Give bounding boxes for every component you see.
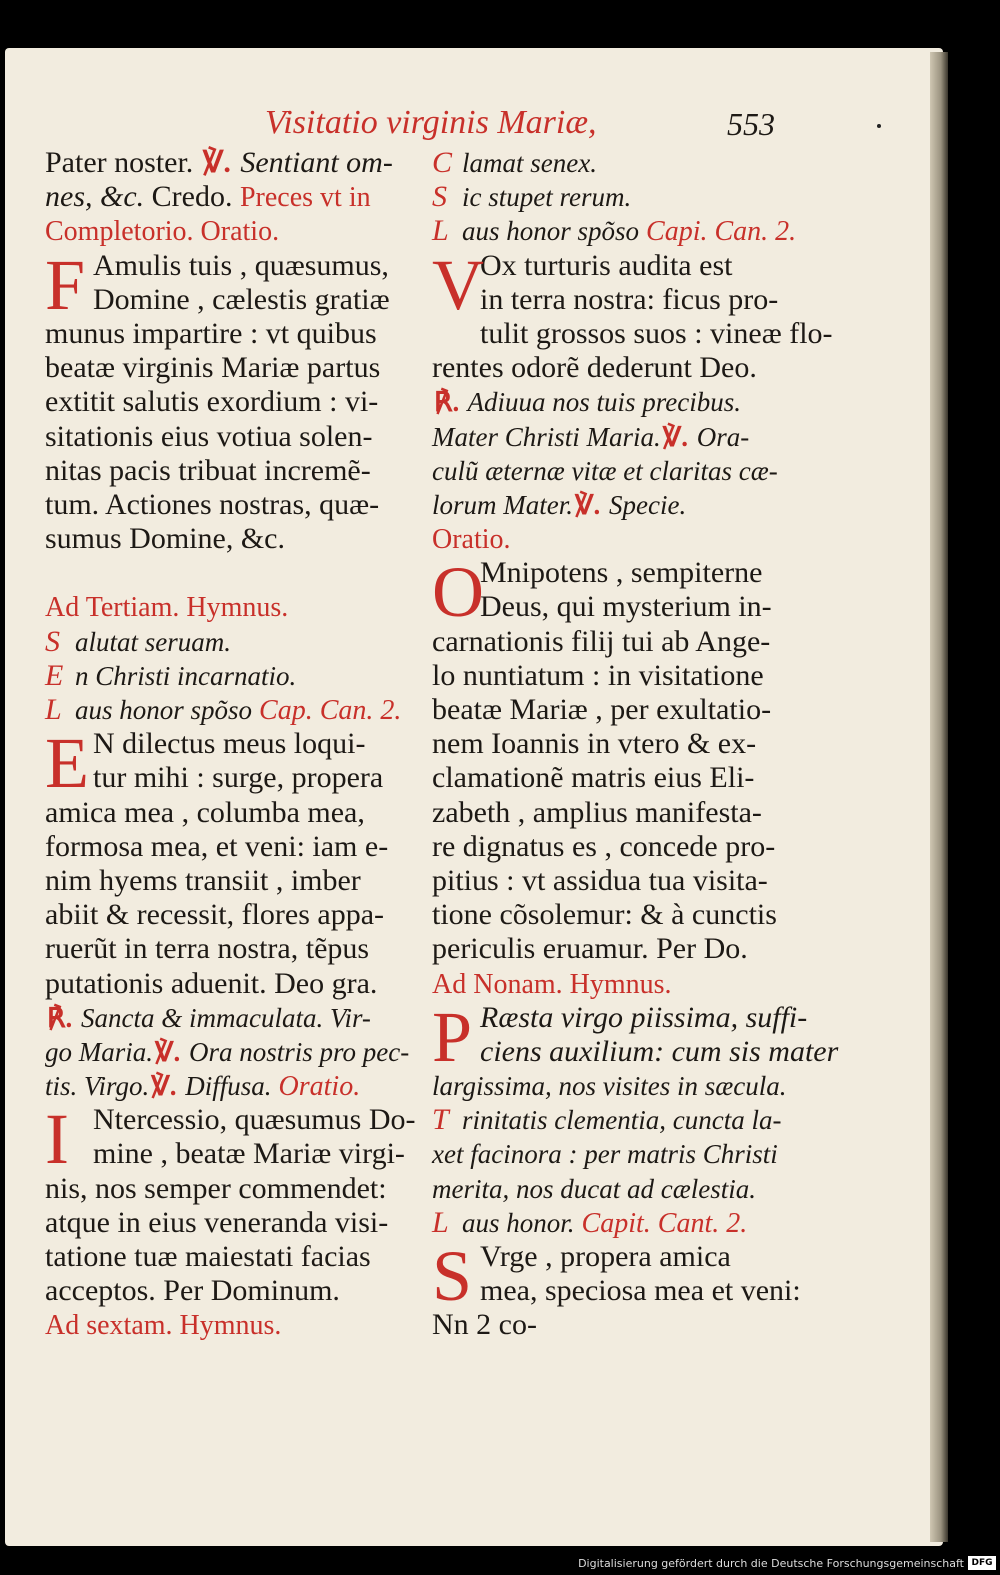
page-header: [0, 104, 1000, 148]
versicle-mark: ℣.: [151, 1071, 177, 1102]
text-line: [45, 556, 415, 590]
text-segment: tis. Virgo.: [45, 1071, 150, 1102]
text-segment: aus honor.: [462, 1207, 575, 1238]
text-segment: largissima, nos visites in sæcula.: [432, 1071, 787, 1102]
text-line: [45, 693, 415, 727]
text-line: [45, 488, 415, 522]
text-segment: aus honor spõso: [462, 216, 640, 247]
text-segment: nis, nos semper commendet:: [45, 1171, 387, 1205]
text-line: [45, 180, 415, 214]
versicle-mark: ℟.: [434, 387, 460, 418]
text-line: [432, 351, 810, 385]
text-segment: periculis eruamur. Per Do.: [432, 932, 748, 966]
text-line: [45, 522, 415, 556]
text-segment: beatæ Mariæ , per exultatio-: [432, 693, 772, 726]
text-line: [432, 932, 810, 966]
text-line: [45, 1206, 415, 1240]
text-segment: aus honor spõso: [75, 695, 253, 725]
text-segment: tur mihi : surge, propera: [93, 761, 384, 795]
text-line: [45, 1137, 415, 1171]
text-segment: pitius : vt assidua tua visita-: [432, 863, 768, 897]
text-segment: mea, speciosa mea et veni:: [480, 1274, 801, 1308]
text-segment: lo nuntiatum : in visitatione: [432, 658, 764, 692]
text-line: [432, 385, 810, 419]
text-segment: N dilectus meus loqui-: [93, 727, 366, 761]
versicle-mark: ℣.: [202, 146, 231, 179]
italic-text: ciens auxilium: cum sis mater: [480, 1034, 839, 1068]
rubric-text: Preces vt in: [239, 182, 371, 214]
text-line: [432, 659, 810, 693]
drop-initial: O: [432, 552, 484, 633]
footer-credit: Digitalisierung gefördert durch die Deutsche Forschungsgemeinschaft: [578, 1557, 964, 1570]
text-line: [432, 1274, 810, 1308]
text-segment: culũ æternæ vitæ et claritas cæ-: [432, 455, 778, 486]
text-line: [432, 522, 810, 556]
text-segment: n Christi incarnatio.: [75, 660, 297, 691]
digitization-footer: [0, 1553, 1000, 1575]
text-line: [45, 1069, 415, 1103]
text-line: [45, 761, 415, 795]
text-line: [45, 830, 415, 864]
text-segment: ruerũt in terra nostra, tẽpus: [45, 932, 370, 966]
italic-text: Sentiant om-: [232, 146, 393, 179]
text-line: [45, 283, 415, 317]
text-line: [45, 625, 415, 659]
text-line: [45, 898, 415, 932]
rubric-text: Completorio. Oratio.: [45, 216, 280, 248]
text-segment: abiit & recessit, flores appa-: [45, 898, 385, 932]
text-line: [45, 454, 415, 488]
text-line: [45, 796, 415, 830]
text-segment: clamationẽ matris eius Eli-: [432, 761, 755, 795]
text-segment: tione cõsolemur: & à cunctis: [432, 898, 777, 932]
text-line: [432, 1206, 810, 1240]
right-text-column: [432, 146, 839, 1343]
text-segment: Ox turturis audita est: [480, 248, 733, 282]
text-segment: atque in eius veneranda visi-: [45, 1205, 389, 1239]
text-line: [45, 317, 415, 351]
text-segment: go Maria.: [45, 1036, 153, 1067]
text-line: [432, 1308, 810, 1342]
text-line: [45, 1172, 415, 1206]
text-line: [45, 420, 415, 454]
text-line: [432, 864, 810, 898]
text-line: [432, 1069, 810, 1103]
text-line: [45, 659, 415, 693]
text-line: [432, 727, 810, 761]
text-line: [45, 146, 415, 180]
text-segment: Diffusa.: [178, 1071, 272, 1102]
italic-text: nes, &c.: [45, 180, 145, 214]
text-segment: extitit salutis exordium : vi-: [45, 385, 379, 419]
text-segment: putationis aduenit. Deo gra.: [45, 966, 378, 1000]
text-segment: nem Ioannis in vtero & ex-: [432, 727, 757, 761]
text-segment: Nn 2 co-: [432, 1308, 537, 1342]
text-segment: xet facinora : per matris Christi: [432, 1139, 778, 1170]
text-segment: lamat senex.: [462, 148, 597, 178]
versicle-mark: ℟.: [47, 1002, 73, 1033]
text-line: [432, 590, 810, 624]
text-segment: Adiuua nos tuis precibus.: [461, 387, 741, 418]
text-segment: munus impartire : vt quibus: [45, 316, 377, 350]
text-segment: carnationis filij tui ab Ange-: [432, 624, 771, 658]
text-line: [432, 967, 810, 1001]
text-line: [45, 1001, 415, 1035]
rubric-text: Ad sextam. Hymnus.: [45, 1310, 282, 1342]
running-title: Visitatio virginis Mariæ,: [265, 104, 597, 141]
drop-initial: P: [432, 996, 473, 1077]
text-line: [432, 420, 810, 454]
text-segment: in terra nostra: ficus pro-: [480, 282, 779, 316]
text-line: [45, 1240, 415, 1274]
text-line: [432, 454, 810, 488]
page-number: 553: [727, 106, 775, 142]
text-segment: Ora-: [690, 421, 750, 452]
versicle-mark: ℣.: [662, 421, 688, 452]
text-segment: rinitatis clementia, cuncta la-: [462, 1105, 782, 1136]
text-segment: Deus, qui mysterium in-: [480, 590, 772, 624]
text-segment: alutat seruam.: [75, 626, 232, 657]
rubric-text: Capi. Can. 2.: [639, 216, 797, 248]
text-segment: Domine , cælestis gratiæ: [93, 282, 390, 316]
page-fore-edge: [930, 52, 948, 1542]
rubric-text: Oratio.: [271, 1071, 361, 1103]
text-line: [432, 146, 810, 180]
versicle-mark: ℣.: [155, 1036, 181, 1067]
text-line: [45, 1308, 415, 1342]
versicle-mark: ℣.: [575, 489, 601, 520]
text-segment: amica mea , columba mea,: [45, 795, 365, 829]
text-segment: Mnipotens , sempiterne: [480, 556, 763, 590]
text-segment: re dignatus es , concede pro-: [432, 829, 776, 863]
drop-initial: I: [45, 1099, 69, 1180]
rubric-text: Ad Tertiam. Hymnus.: [45, 592, 289, 624]
text-line: [432, 180, 810, 214]
text-segment: lorum Mater.: [432, 489, 573, 520]
hymn-initial: S: [45, 624, 60, 658]
text-line: [432, 898, 810, 932]
text-line: [432, 1034, 839, 1069]
rubric-text: Capit. Cant. 2.: [574, 1207, 748, 1239]
left-text-column: [45, 146, 415, 1343]
text-segment: beatæ virginis Mariæ partus: [45, 351, 381, 385]
text-line: [45, 1035, 415, 1069]
text-line: [45, 864, 415, 898]
text-segment: tulit grossos suos : vineæ flo-: [480, 316, 833, 350]
text-segment: nim hyems transiit , imber: [45, 863, 361, 897]
text-segment: nitas pacis tribuat incremẽ-: [45, 453, 371, 487]
italic-text: Ræsta virgo piissima, suffi-: [480, 1000, 808, 1034]
text-segment: Ora nostris pro pec-: [182, 1036, 410, 1067]
text-line: [45, 385, 415, 419]
rubric-text: Cap. Can. 2.: [252, 695, 402, 726]
text-line: [432, 283, 810, 317]
text-line: [432, 796, 810, 830]
text-line: [432, 693, 810, 727]
hymn-initial: C: [432, 146, 453, 179]
text-segment: ic stupet rerum.: [462, 182, 632, 213]
text-segment: tatione tuæ maiestati facias: [45, 1240, 371, 1273]
text-line: [432, 1137, 810, 1171]
text-segment: Specie.: [602, 489, 687, 520]
hymn-initial: L: [432, 1205, 449, 1239]
dfg-logo-badge: DFG: [968, 1556, 996, 1570]
text-segment: acceptos. Per Dominum.: [45, 1274, 340, 1308]
text-segment: sitationis eius votiua solen-: [45, 419, 373, 453]
text-segment: Amulis tuis , quæsumus,: [93, 248, 389, 282]
text-segment: Credo.: [144, 180, 240, 214]
drop-initial: V: [432, 244, 484, 325]
rubric-text: Oratio.: [432, 524, 511, 556]
hymn-initial: T: [432, 1103, 449, 1137]
text-segment: Ntercessio, quæsumus Do-: [93, 1103, 416, 1137]
text-line: [432, 1103, 810, 1137]
hymn-initial: E: [45, 658, 64, 692]
text-segment: tum. Actiones nostras, quæ-: [45, 487, 380, 521]
text-line: [432, 761, 810, 795]
hymn-initial: L: [432, 214, 449, 248]
text-segment: mine , beatæ Mariæ virgi-: [93, 1137, 405, 1171]
hymn-initial: S: [432, 180, 447, 214]
hymn-initial: L: [45, 693, 62, 726]
text-segment: rentes odorẽ dederunt Deo.: [432, 351, 757, 385]
text-segment: Vrge , propera amica: [480, 1240, 731, 1273]
text-segment: formosa mea, et veni: iam e-: [45, 829, 389, 863]
text-line: [432, 1172, 810, 1206]
drop-initial: E: [45, 723, 89, 804]
text-segment: zabeth , amplius manifesta-: [432, 795, 762, 829]
text-line: [45, 1274, 415, 1308]
text-line: [432, 830, 810, 864]
text-line: [432, 625, 810, 659]
text-line: [432, 316, 833, 351]
text-segment: merita, nos ducat ad cælestia.: [432, 1173, 756, 1204]
text-segment: Mater Christi Maria.: [432, 421, 661, 452]
drop-initial: S: [432, 1236, 473, 1316]
text-line: [45, 214, 415, 248]
text-line: [45, 590, 415, 624]
text-line: [45, 351, 415, 385]
text-segment: Pater noster.: [45, 146, 201, 179]
drop-initial: F: [45, 244, 86, 325]
text-line: [432, 214, 810, 248]
text-line: [432, 488, 810, 522]
text-segment: Sancta & immaculata. Vir-: [74, 1002, 371, 1033]
text-segment: sumus Domine, &c.: [45, 522, 285, 556]
text-line: [45, 932, 415, 966]
text-line: [45, 967, 415, 1001]
rubric-text: Ad Nonam. Hymnus.: [432, 968, 672, 1000]
